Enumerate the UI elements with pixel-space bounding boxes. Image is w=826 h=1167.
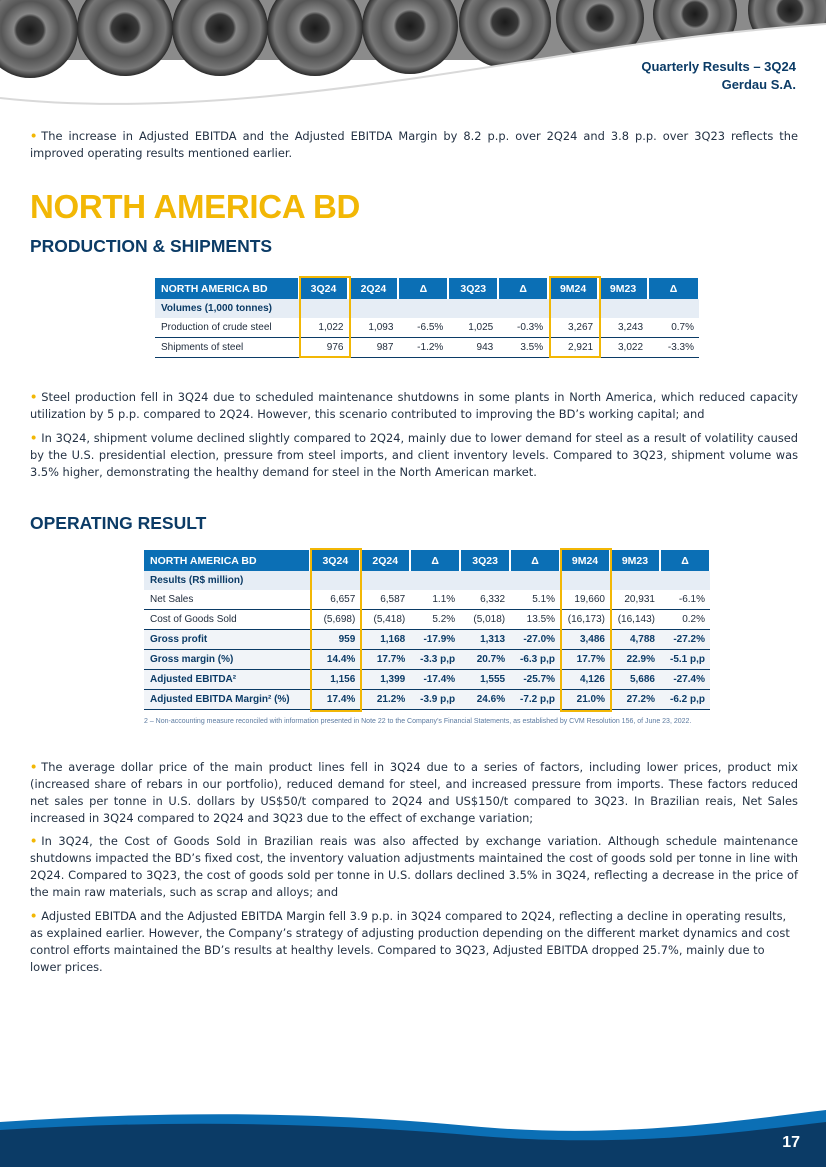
company-name: Gerdau S.A. <box>721 77 796 92</box>
column-header: Δ <box>410 550 460 571</box>
table-cell: -6.5% <box>398 318 448 338</box>
table-row <box>155 338 699 358</box>
table-row <box>144 610 710 630</box>
intro-paragraph: • The increase in Adjusted EBITDA and the Adjusted EBITDA Margin by 8.2 p.p. over 2Q24 and 3.8 p.p. over 3Q23 reflects the improved operating results mentioned earlier. <box>30 129 798 160</box>
table-cell: -3.3 p,p <box>410 650 460 670</box>
table-cell: -6.2 p,p <box>660 690 710 710</box>
bullet-icon: • <box>30 760 38 774</box>
table-cell: 2,921 <box>548 338 598 358</box>
table-subheader-row <box>144 571 710 590</box>
table-cell: 1,022 <box>299 318 349 338</box>
bullet-icon: • <box>30 909 38 923</box>
table-cell: -0.3% <box>498 318 548 338</box>
table-cell: -17.9% <box>410 630 460 650</box>
table-cell: 3,022 <box>598 338 648 358</box>
table-cell: 3.5% <box>498 338 548 358</box>
column-header: 9M24 <box>548 278 598 299</box>
table-row <box>144 670 710 690</box>
table-cell: 6,587 <box>360 590 410 610</box>
table-cell: (16,173) <box>560 610 610 630</box>
table-cell: 4,788 <box>610 630 660 650</box>
footer-wave <box>0 1108 826 1167</box>
bullet-icon: • <box>30 390 38 404</box>
row-label: Production of crude steel <box>155 318 299 338</box>
table-cell: -3.9 p,p <box>410 690 460 710</box>
table-cell: 987 <box>348 338 398 358</box>
subheader-label: Results (R$ million) <box>144 571 310 590</box>
table-cell: -25.7% <box>510 670 560 690</box>
table-cell: 21.2% <box>360 690 410 710</box>
operating-bullet-1: • The average dollar price of the main product lines fell in 3Q24 due to a series of factors, including lower prices, product mix (increased share of rebars in our portfolio), reduced demand for steel, and increased pressure from imports. These factors reduced net sales per tonne in U.S. dollars by US$50/t compared to 2Q24 and US$150/t compared to 3Q23. In Brazilian reais, Net Sales increased in 3Q24 compared to 2Q24 and 3Q23 due to the effect of exchange variation; <box>30 760 798 825</box>
table-cell: (5,018) <box>460 610 510 630</box>
bullet-icon: • <box>30 129 38 143</box>
table-cell: 5,686 <box>610 670 660 690</box>
column-header: 2Q24 <box>348 278 398 299</box>
table-cell: -27.0% <box>510 630 560 650</box>
table-cell: 5.1% <box>510 590 560 610</box>
column-header: Δ <box>660 550 710 571</box>
table-cell: 1,093 <box>348 318 398 338</box>
operating-bullet-2: • In 3Q24, the Cost of Goods Sold in Brazilian reais was also affected by exchange variation. Although schedule maintenance shutdowns impacted the BD’s fixed cost, the inventory valuation adjustments maintained the cost of goods sold per tonne in line with 2Q24. Compared to 3Q23, the cost of goods sold per tonne in U.S. dollars declined 3.5% in 3Q24, reflecting a decrease in the price of the main raw materials, such as scrap and alloys; and <box>30 834 798 899</box>
table-cell: 0.7% <box>648 318 699 338</box>
table-cell: 24.6% <box>460 690 510 710</box>
row-label: Cost of Goods Sold <box>144 610 310 630</box>
column-header: NORTH AMERICA BD <box>144 550 310 571</box>
table-cell: 1,399 <box>360 670 410 690</box>
section-title: NORTH AMERICA BD <box>30 188 361 225</box>
table-cell: -1.2% <box>398 338 448 358</box>
table-cell: -27.2% <box>660 630 710 650</box>
table-cell: 4,126 <box>560 670 610 690</box>
table-row <box>144 650 710 670</box>
table-cell: 1,025 <box>448 318 498 338</box>
table-subheader-row <box>155 299 699 318</box>
footnote: 2 – Non-accounting measure reconciled with information presented in Note 22 to the Company’s Financial Statements, as established by CVM Resolution 156, of June 23, 2022. <box>144 718 692 725</box>
page-number: 17 <box>782 1134 800 1151</box>
table-header-row <box>144 550 710 571</box>
table-cell: 0.2% <box>660 610 710 630</box>
production-bullet-2: • In 3Q24, shipment volume declined slightly compared to 2Q24, mainly due to lower demand for steel as a result of volatility caused by the U.S. presidential election, pressure from steel imports, and client inventory levels. Compared to 3Q23, shipment volume was 3.5% higher, demonstrating the healthy demand for steel in the North American market. <box>30 431 798 479</box>
table-cell: 17.7% <box>560 650 610 670</box>
table-cell: 20.7% <box>460 650 510 670</box>
column-header: 9M24 <box>560 550 610 571</box>
column-header: Δ <box>510 550 560 571</box>
table-cell: 6,332 <box>460 590 510 610</box>
table-cell: 959 <box>310 630 360 650</box>
highlight-9m24-column <box>560 548 612 712</box>
table-cell: (5,418) <box>360 610 410 630</box>
table-cell: (16,143) <box>610 610 660 630</box>
table-cell: 22.9% <box>610 650 660 670</box>
row-label: Net Sales <box>144 590 310 610</box>
table-cell: 21.0% <box>560 690 610 710</box>
table-cell: 1,555 <box>460 670 510 690</box>
row-label: Adjusted EBITDA Margin² (%) <box>144 690 310 710</box>
row-label: Shipments of steel <box>155 338 299 358</box>
table-row <box>155 318 699 338</box>
table-cell: 20,931 <box>610 590 660 610</box>
table-cell: 3,267 <box>548 318 598 338</box>
operating-table <box>144 550 711 710</box>
table-cell: 6,657 <box>310 590 360 610</box>
table-cell: (5,698) <box>310 610 360 630</box>
table-cell: 13.5% <box>510 610 560 630</box>
table-cell: -27.4% <box>660 670 710 690</box>
column-header: Δ <box>398 278 448 299</box>
table-cell: -6.1% <box>660 590 710 610</box>
row-label: Gross margin (%) <box>144 650 310 670</box>
table-row <box>144 690 710 710</box>
table-cell: 3,243 <box>598 318 648 338</box>
highlight-3q24-column <box>299 276 351 358</box>
table-cell: 27.2% <box>610 690 660 710</box>
table-cell: -7.2 p,p <box>510 690 560 710</box>
table-cell: 3,486 <box>560 630 610 650</box>
table-cell: 1,313 <box>460 630 510 650</box>
table-cell: 976 <box>299 338 349 358</box>
row-label: Gross profit <box>144 630 310 650</box>
table-row <box>144 590 710 610</box>
production-bullet-1: • Steel production fell in 3Q24 due to scheduled maintenance shutdowns in some plants in North America, which reduced capacity utilization by 5 p.p. compared to 2Q24. However, this scenario contributed to improving the BD’s working capital; and <box>30 390 798 421</box>
table-cell: -3.3% <box>648 338 699 358</box>
table-cell: 5.2% <box>410 610 460 630</box>
table-cell: -6.3 p,p <box>510 650 560 670</box>
highlight-3q24-column <box>310 548 362 712</box>
table-cell: 943 <box>448 338 498 358</box>
column-header: 2Q24 <box>360 550 410 571</box>
report-title: Quarterly Results – 3Q24 <box>641 59 796 74</box>
table-cell: 1.1% <box>410 590 460 610</box>
table-cell: -5.1 p,p <box>660 650 710 670</box>
column-header: 3Q24 <box>310 550 360 571</box>
table-cell: 17.4% <box>310 690 360 710</box>
production-table <box>155 278 700 358</box>
table-row <box>144 630 710 650</box>
row-label: Adjusted EBITDA² <box>144 670 310 690</box>
table-cell: 17.7% <box>360 650 410 670</box>
table-cell: 1,156 <box>310 670 360 690</box>
column-header: Δ <box>498 278 548 299</box>
table-header-row <box>155 278 699 299</box>
bullet-icon: • <box>30 431 38 445</box>
bullet-icon: • <box>30 834 38 848</box>
table-cell: 1,168 <box>360 630 410 650</box>
column-header: Δ <box>648 278 699 299</box>
table-cell: 19,660 <box>560 590 610 610</box>
column-header: 3Q23 <box>448 278 498 299</box>
operating-heading: OPERATING RESULT <box>30 513 207 533</box>
operating-bullet-3: • Adjusted EBITDA and the Adjusted EBITDA Margin fell 3.9 p.p. in 3Q24 compared to 2Q24, reflecting a decline in operating results, as explained earlier. However, the Company’s strategy of adjusting production depending on the different market dynamics and cost control efforts maintained the BD’s results at healthy levels. Compared to 3Q23, Adjusted EBITDA dropped 25.7%, mainly due to lower prices. <box>30 909 790 974</box>
column-header: 3Q24 <box>299 278 349 299</box>
table-cell: -17.4% <box>410 670 460 690</box>
column-header: NORTH AMERICA BD <box>155 278 299 299</box>
subheader-label: Volumes (1,000 tonnes) <box>155 299 299 318</box>
production-heading: PRODUCTION & SHIPMENTS <box>30 236 273 256</box>
column-header: 3Q23 <box>460 550 510 571</box>
column-header: 9M23 <box>610 550 660 571</box>
table-cell: 14.4% <box>310 650 360 670</box>
report-header <box>641 58 796 94</box>
highlight-9m24-column <box>549 276 601 358</box>
column-header: 9M23 <box>598 278 648 299</box>
